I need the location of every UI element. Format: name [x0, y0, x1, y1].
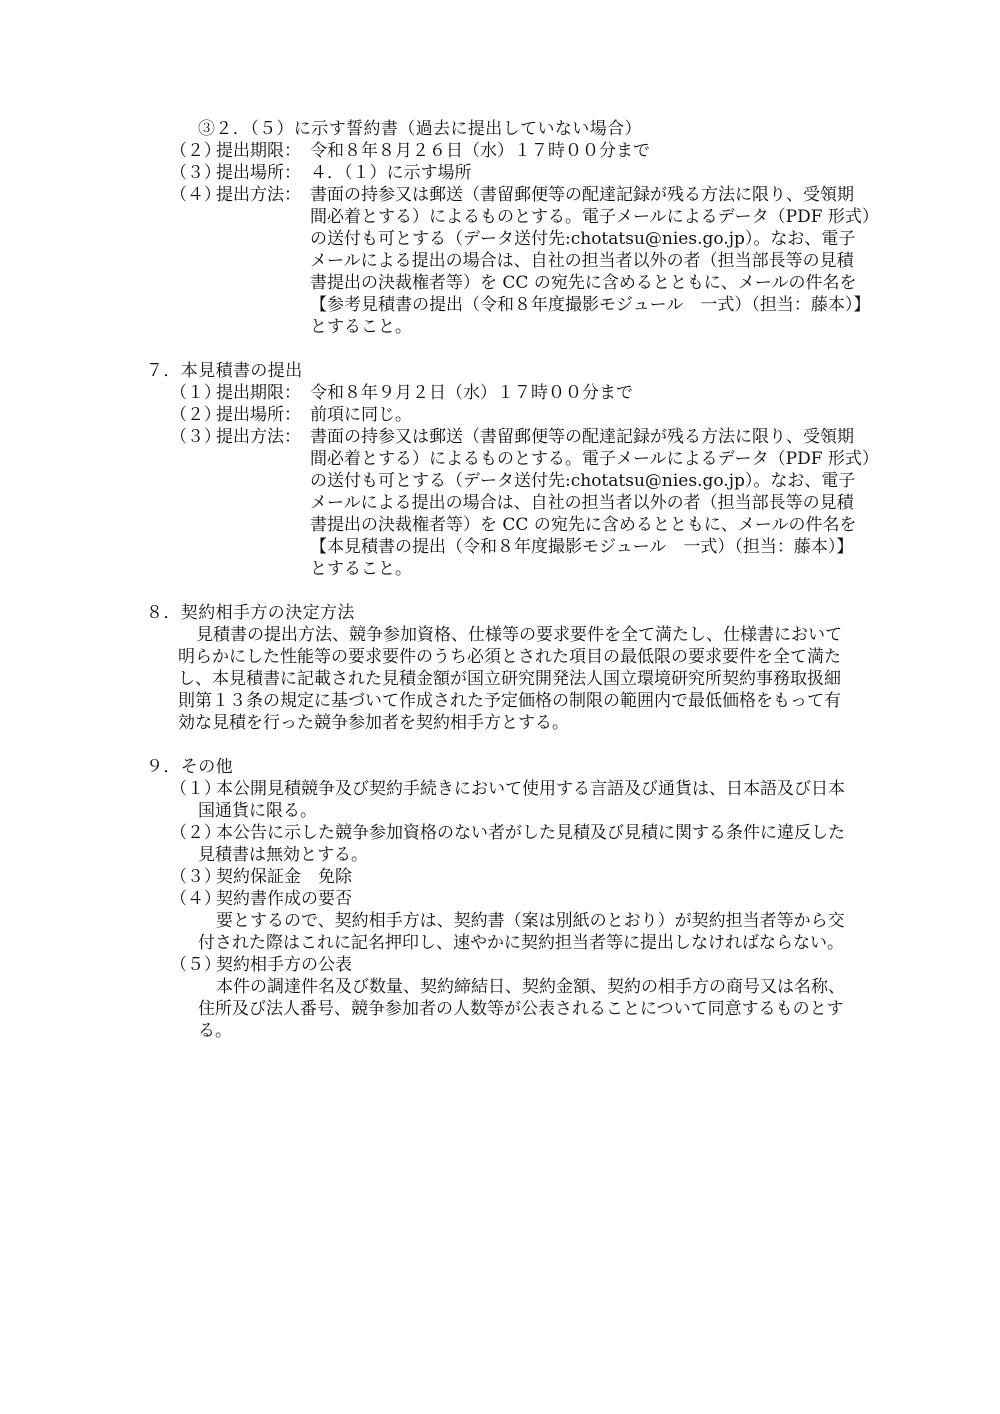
- item-text: 令和８年８月２６日（水）１７時００分まで: [310, 141, 650, 161]
- item-label: 提出方法：: [216, 185, 301, 205]
- item-body-line: 本件の調達件名及び数量、契約締結日、契約金額、契約の相手方の商号又は名称、: [216, 977, 845, 997]
- item-text: 契約書作成の要否: [216, 889, 352, 909]
- item-number: （３）: [170, 867, 221, 887]
- paragraph-line: 則第１３条の規定に基づいて作成された予定価格の制限の範囲内で最低価格をもって有: [178, 691, 841, 711]
- paragraph-line: 見積書の提出方法、競争参加資格、仕様等の要求要件を全て満たし、仕様書において: [196, 625, 842, 645]
- item-number: （１）: [170, 383, 221, 403]
- item-text-line: 書面の持参又は郵送（書留郵便等の配達記録が残る方法に限り、受領期: [310, 427, 854, 447]
- item-label: 提出場所：: [216, 405, 301, 425]
- item-text-line: 【参考見積書の提出（令和８年度撮影モジュール 一式）（担当：藤本）】: [310, 295, 871, 315]
- item-number: （２）: [170, 405, 221, 425]
- item-number: （５）: [170, 955, 221, 975]
- item-text-line: 書提出の決裁権者等）を CC の宛先に含めるとともに、メールの件名を: [310, 273, 857, 293]
- item-label: 提出方法：: [216, 427, 301, 447]
- item-text: 契約保証金 免除: [216, 867, 352, 887]
- item-body-line: 住所及び法人番号、競争参加者の人数等が公表されることについて同意するものとす: [198, 999, 844, 1019]
- item-number: （４）: [170, 185, 221, 205]
- section9-heading: ９．その他: [146, 757, 233, 777]
- paragraph-line: 効な見積を行った競争参加者を契約相手方とする。: [178, 713, 569, 733]
- item-text-line: メールによる提出の場合は、自社の担当者以外の者（担当部長等の見積: [310, 493, 854, 513]
- item-text-line: 国通貨に限る。: [198, 801, 317, 821]
- item-text-line: 間必着とする）によるものとする。電子メールによるデータ（PDF 形式）: [310, 449, 879, 469]
- item-number: （４）: [170, 889, 221, 909]
- item-text-line: 本公告に示した競争参加資格のない者がした見積及び見積に関する条件に違反した: [216, 823, 845, 843]
- section7-heading: ７．本見積書の提出: [146, 361, 303, 381]
- item-text-line: とすること。: [310, 559, 412, 579]
- item-text: 前項に同じ。: [310, 405, 412, 425]
- item-number: （２）: [170, 141, 221, 161]
- item-text-line: の送付も可とする（データ送付先:chotatsu@nies.go.jp）。なお、電子: [310, 471, 856, 491]
- item-text: ４．（１）に示す場所: [310, 163, 472, 183]
- item-text-line: 間必着とする）によるものとする。電子メールによるデータ（PDF 形式）: [310, 207, 879, 227]
- item-text-line: 本公開見積競争及び契約手続きにおいて使用する言語及び通貨は、日本語及び日本: [216, 779, 845, 799]
- item-number: （２）: [170, 823, 221, 843]
- item-text: 契約相手方の公表: [216, 955, 352, 975]
- item-label: 提出場所：: [216, 163, 301, 183]
- prev-item-text: ③２．（５）に示す誓約書（過去に提出していない場合）: [198, 119, 642, 139]
- item-body-line: 要とするので、契約相手方は、契約書（案は別紙のとおり）が契約担当者等から交: [216, 911, 845, 931]
- item-text-line: 書面の持参又は郵送（書留郵便等の配達記録が残る方法に限り、受領期: [310, 185, 854, 205]
- section8-heading: ８．契約相手方の決定方法: [146, 603, 355, 623]
- item-label: 提出期限：: [216, 141, 301, 161]
- item-number: （３）: [170, 427, 221, 447]
- item-text-line: の送付も可とする（データ送付先:chotatsu@nies.go.jp）。なお、電子: [310, 229, 856, 249]
- item-label: 提出期限：: [216, 383, 301, 403]
- item-text-line: 見積書は無効とする。: [198, 845, 368, 865]
- item-body-line: る。: [198, 1021, 232, 1041]
- item-number: （１）: [170, 779, 221, 799]
- paragraph-line: し、本見積書に記載された見積金額が国立研究開発法人国立環境研究所契約事務取扱細: [178, 669, 841, 689]
- item-body-line: 付された際はこれに記名押印し、速やかに契約担当者等に提出しなければならない。: [198, 933, 844, 953]
- paragraph-line: 明らかにした性能等の要求要件のうち必須とされた項目の最低限の要求要件を全て満た: [178, 647, 841, 667]
- item-text-line: 【本見積書の提出（令和８年度撮影モジュール 一式）（担当：藤本）】: [310, 537, 854, 557]
- item-text: 令和８年９月２日（水）１７時００分まで: [310, 383, 633, 403]
- item-number: （３）: [170, 163, 221, 183]
- item-text-line: とすること。: [310, 317, 412, 337]
- item-text-line: メールによる提出の場合は、自社の担当者以外の者（担当部長等の見積: [310, 251, 854, 271]
- item-text-line: 書提出の決裁権者等）を CC の宛先に含めるとともに、メールの件名を: [310, 515, 857, 535]
